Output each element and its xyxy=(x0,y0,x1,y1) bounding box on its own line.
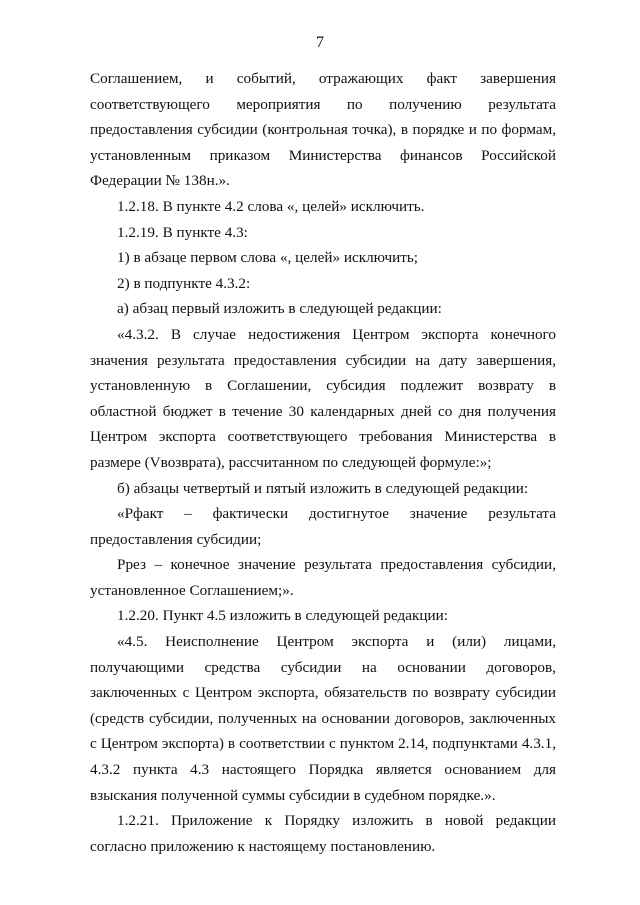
paragraph-4-3-2-quote: «4.3.2. В случае недостижения Центром экспорта конечного значения результата предоставления субсидии на дату завершения, установленную в Соглашении, субсидия подлежит возврату в областной бюджет в течение 30 календарных дней со дня получения Центром экспорта соответствующего требования Министерства в размере (Vвозврата), рассчитанном по следующей формуле:»; xyxy=(90,325,556,471)
paragraph-rfakt: «Рфакт – фактически достигнутое значение результата предоставления субсидии; xyxy=(90,505,556,548)
paragraph-1-2-21: 1.2.21. Приложение к Порядку изложить в новой редакции согласно приложению к настоящему постановлению. xyxy=(90,812,556,855)
page-number: 7 xyxy=(316,34,324,51)
paragraph-item-1: 1) в абзаце первом слова «, целей» исключить; xyxy=(117,249,418,267)
paragraph-rrez: Ррез – конечное значение результата предоставления субсидии, установленное Соглашением;». xyxy=(90,556,556,599)
paragraph-1-2-20: 1.2.20. Пункт 4.5 изложить в следующей редакции: xyxy=(117,607,448,625)
paragraph-item-b: б) абзацы четвертый и пятый изложить в следующей редакции: xyxy=(117,479,529,497)
document-body xyxy=(90,66,556,859)
paragraph-item-a: а) абзац первый изложить в следующей редакции: xyxy=(117,300,442,318)
paragraph-item-2: 2) в подпункте 4.3.2: xyxy=(117,274,251,292)
paragraph-4-5-quote: «4.5. Неисполнение Центром экспорта и (или) лицами, получающими средства субсидии на основании договоров, заключенных с Центром экспорта, обязательств по возврату субсидии (средств субсидии, полученных на основании договоров, заключенных с Центром экспорта) в соответствии с пунктом 2.14, подпунктами 4.3.1, 4.3.2 пункта 4.3 настоящего Порядка является основанием для взыскания полученной суммы субсидии в судебном порядке.». xyxy=(90,633,556,804)
paragraph-1-2-19: 1.2.19. В пункте 4.3: xyxy=(117,223,248,241)
paragraph-1-2-18: 1.2.18. В пункте 4.2 слова «, целей» исключить. xyxy=(117,197,425,215)
paragraph-continuation: Соглашением, и событий, отражающих факт завершения соответствующего мероприятия по получению результата предоставления субсидии (контрольная точка), в порядке и по формам, установленным приказом Министерства финансов Российской Федерации № 138н.». xyxy=(90,70,556,190)
